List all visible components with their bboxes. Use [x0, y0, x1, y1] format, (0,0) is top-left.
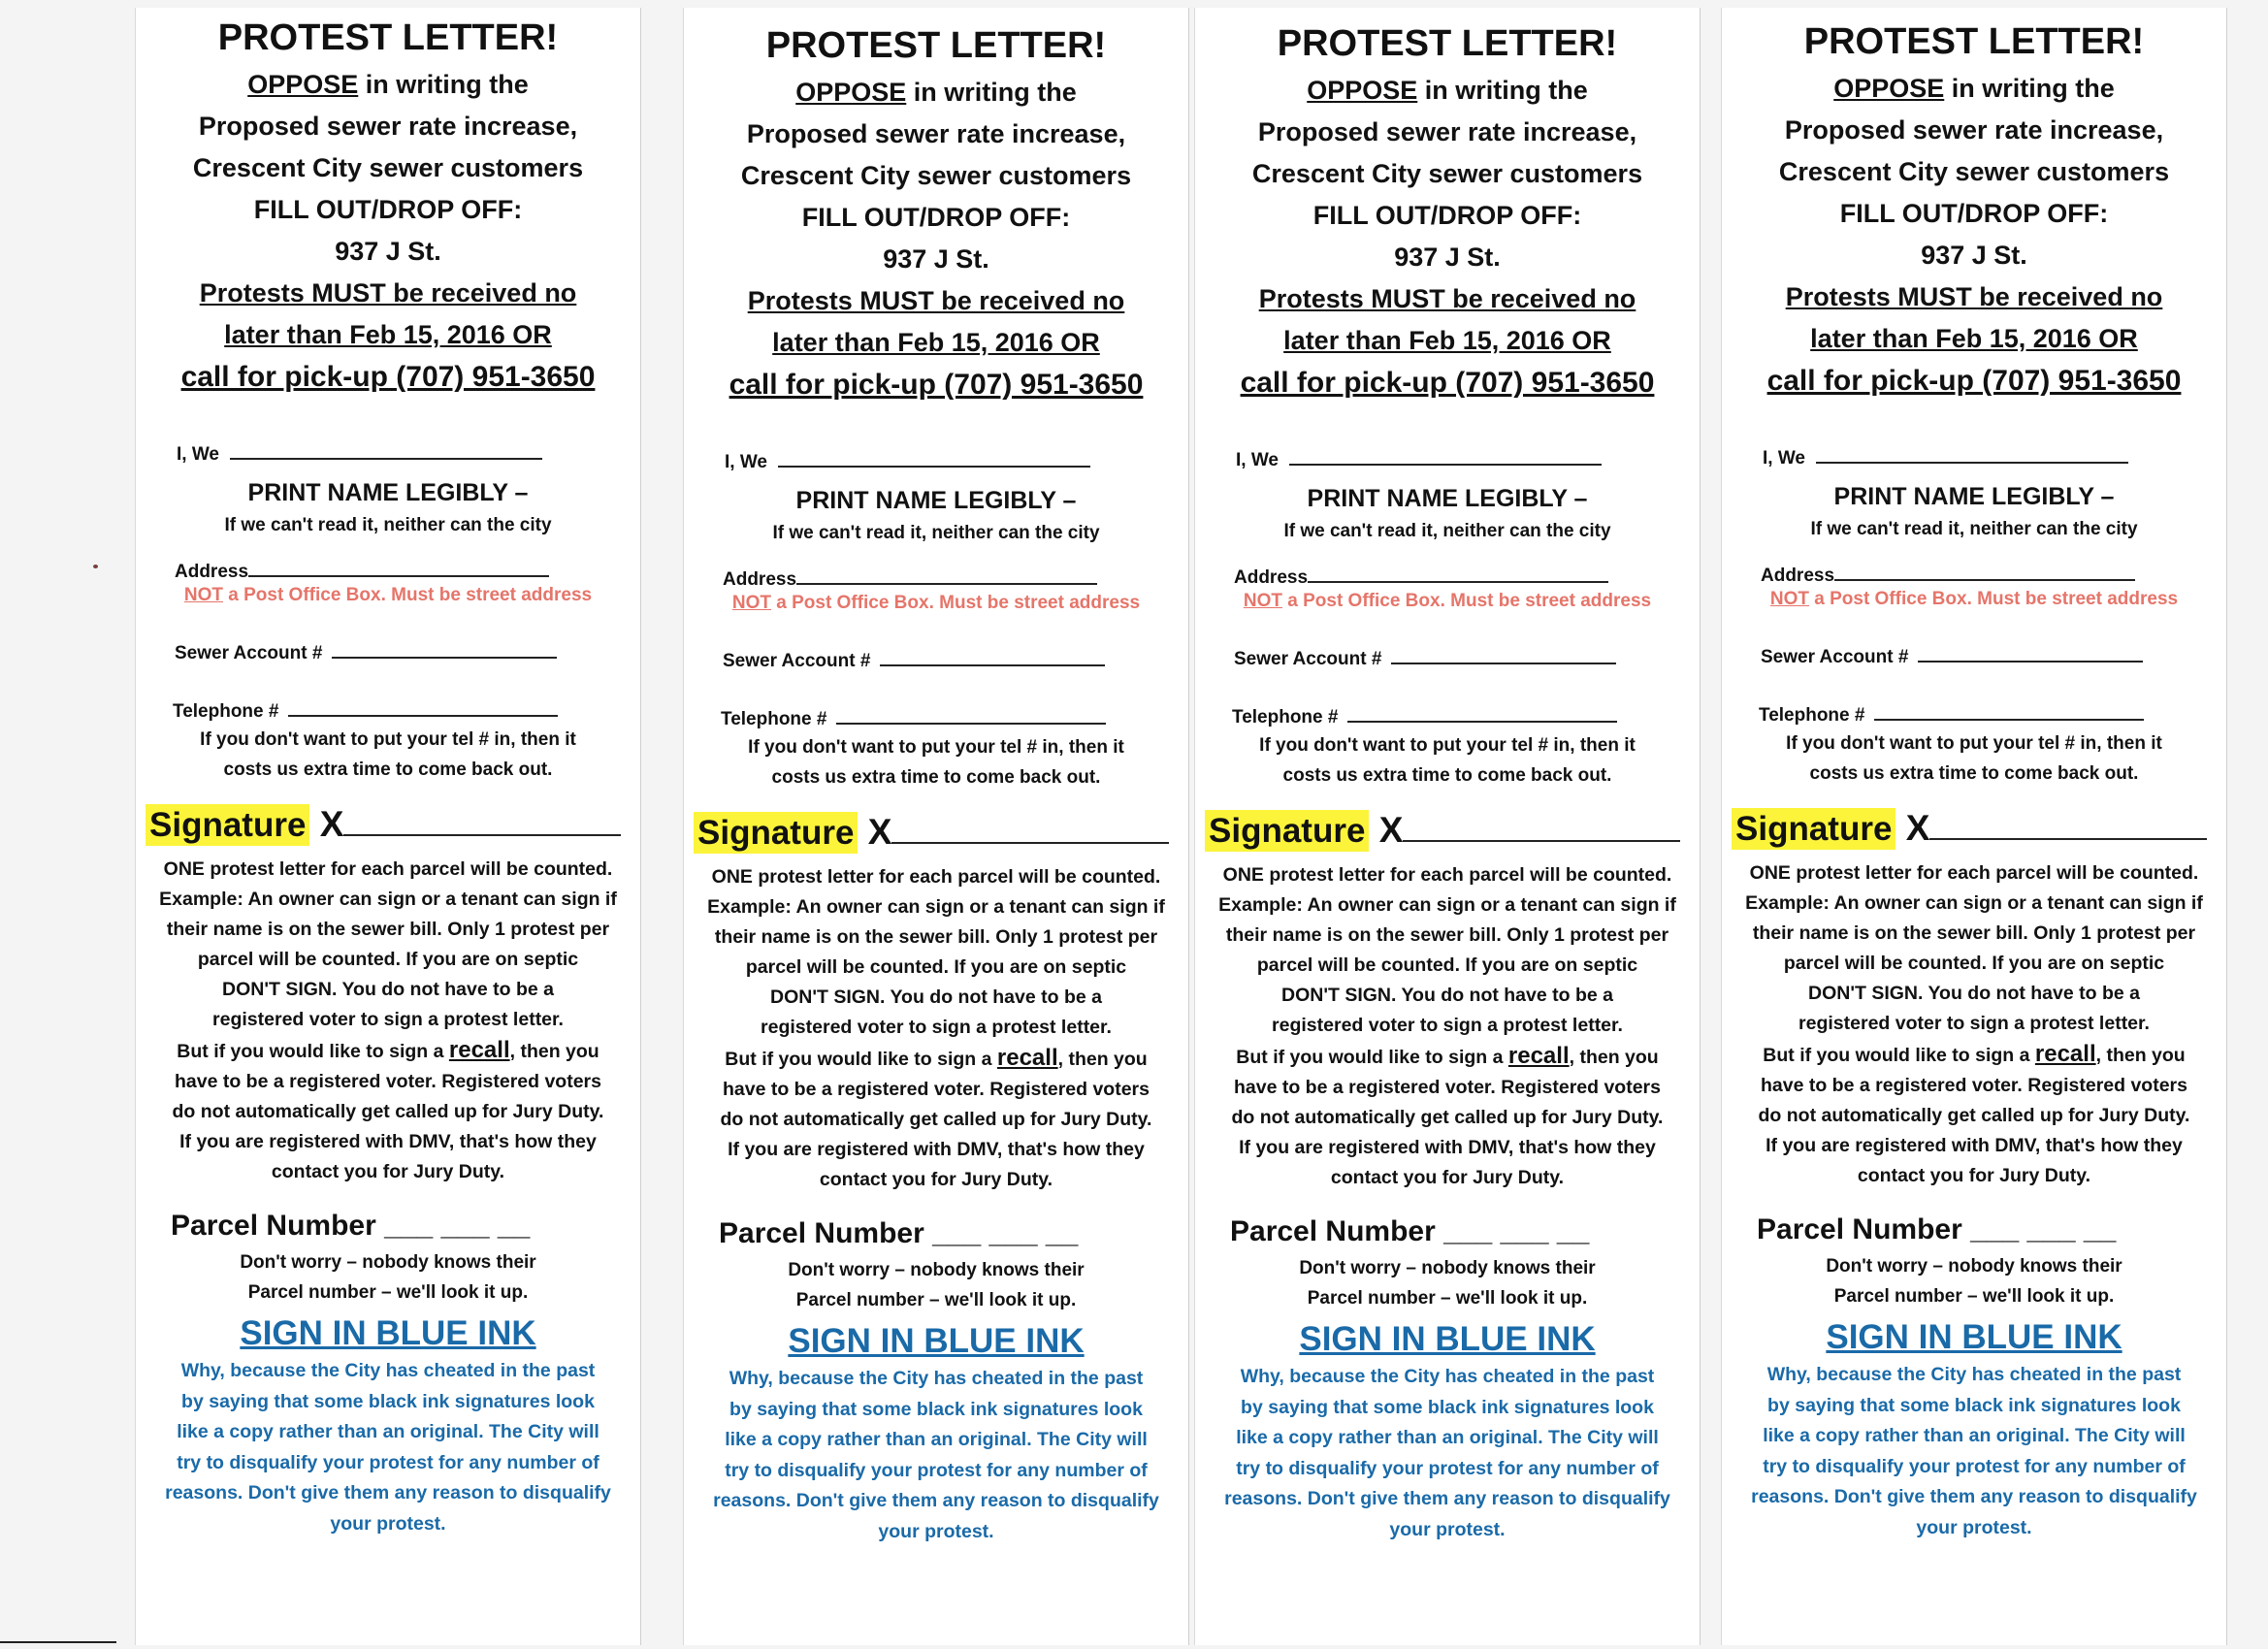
- signature-field: [1732, 808, 2217, 858]
- parcel-note-1: Don't worry – nobody knows their: [240, 1252, 536, 1273]
- name-blank[interactable]: [1816, 444, 2128, 464]
- rules-line: Example: An owner can sign or a tenant can sign if: [1218, 894, 1676, 916]
- voter-line: If you are registered with DMV, that's how they: [1239, 1137, 1656, 1158]
- voter-line: do not automatically get called up for Jury Duty.: [1231, 1107, 1664, 1128]
- why-line: your protest.: [878, 1520, 994, 1542]
- voter-line: contact you for Jury Duty.: [819, 1169, 1053, 1190]
- address-note-text: a Post Office Box. Must be street address: [222, 585, 593, 605]
- recall-line: [1732, 1039, 2217, 1071]
- rules-line: Example: An owner can sign or a tenant can sign if: [1745, 892, 2203, 914]
- rules-line: their name is on the sewer bill. Only 1 protest per: [1225, 924, 1669, 946]
- telephone-note-1: If you don't want to put your tel # in, then it: [1259, 735, 1636, 756]
- telephone-blank[interactable]: [836, 705, 1106, 725]
- flyer-content: [1205, 21, 1690, 1545]
- recall-pre: But if you would like to sign a: [1763, 1045, 2035, 1066]
- why-line: Why, because the City has cheated in the past: [729, 1368, 1144, 1389]
- address-blank[interactable]: [1834, 562, 2135, 581]
- parcel-note-2: Parcel number – we'll look it up.: [1833, 1286, 2115, 1307]
- telephone-label: Telephone #: [1232, 707, 1339, 728]
- name-label: I, We: [177, 444, 219, 465]
- parcel-note-1: Don't worry – nobody knows their: [788, 1260, 1085, 1280]
- voter-line: contact you for Jury Duty.: [271, 1161, 505, 1182]
- sewer-account-label: Sewer Account #: [1234, 649, 1382, 669]
- sign-in-blue-ink-heading: SIGN IN BLUE INK: [240, 1314, 536, 1352]
- rules-line: DON'T SIGN. You do not have to be a: [1808, 983, 2140, 1004]
- rules-text: [1732, 858, 2217, 1191]
- dropoff-line: FILL OUT/DROP OFF:: [1839, 199, 2109, 228]
- audience-line: Crescent City sewer customers: [192, 153, 584, 182]
- address-field: [1234, 564, 1690, 591]
- voter-line: If you are registered with DMV, that's how they: [1766, 1135, 2183, 1156]
- why-line: reasons. Don't give them any reason to disqualify: [1751, 1486, 2197, 1507]
- name-label: I, We: [1236, 450, 1279, 470]
- address-label: Address: [175, 562, 249, 582]
- signature-label: Signature: [146, 804, 309, 846]
- name-blank[interactable]: [778, 448, 1090, 468]
- sign-in-blue-ink-heading: SIGN IN BLUE INK: [1299, 1320, 1596, 1358]
- address-note: [146, 585, 631, 606]
- why-line: try to disqualify your protest for any number of: [1763, 1455, 2186, 1477]
- oppose-word: OPPOSE: [247, 70, 359, 99]
- signature-x: X: [867, 812, 892, 852]
- recall-line: [1205, 1041, 1690, 1073]
- print-name-note: If we can't read it, neither can the city: [772, 523, 1100, 543]
- rules-line: parcel will be counted. If you are on septic: [1783, 953, 2165, 974]
- rules-line: DON'T SIGN. You do not have to be a: [770, 986, 1102, 1008]
- parcel-note-2: Parcel number – we'll look it up.: [795, 1290, 1077, 1310]
- telephone-field: [1232, 703, 1690, 730]
- voter-line: If you are registered with DMV, that's how they: [728, 1139, 1145, 1160]
- address-blank[interactable]: [1308, 564, 1608, 583]
- flyer-title: PROTEST LETTER!: [217, 17, 559, 58]
- signature-label: Signature: [694, 812, 858, 854]
- address-note-text: a Post Office Box. Must be street address: [1281, 591, 1652, 611]
- protest-letter-flyer: [1722, 8, 2226, 1645]
- rules-text: [1205, 860, 1690, 1193]
- address-field: [723, 566, 1179, 593]
- proposal-line: Proposed sewer rate increase,: [1784, 115, 2164, 145]
- why-line: by saying that some black ink signatures look: [1241, 1396, 1654, 1418]
- audience-line: Crescent City sewer customers: [1251, 159, 1643, 188]
- sewer-account-blank[interactable]: [1391, 645, 1616, 664]
- rules-line: registered voter to sign a protest letter.: [212, 1009, 564, 1030]
- oppose-rest: in writing the: [1944, 74, 2115, 103]
- why-line: by saying that some black ink signatures look: [181, 1390, 595, 1412]
- signature-label: Signature: [1205, 810, 1369, 852]
- why-line: reasons. Don't give them any reason to disqualify: [1224, 1488, 1670, 1509]
- rules-line: Example: An owner can sign or a tenant can sign if: [159, 889, 617, 910]
- telephone-note-2: costs us extra time to come back out.: [1282, 765, 1612, 786]
- why-line: your protest.: [330, 1512, 446, 1535]
- telephone-field: [173, 697, 631, 725]
- signature-field: [694, 812, 1179, 862]
- name-blank[interactable]: [230, 440, 542, 460]
- flyer-title: PROTEST LETTER!: [765, 25, 1107, 66]
- print-name-instruction: PRINT NAME LEGIBLY –: [795, 487, 1077, 514]
- name-field: [725, 448, 1179, 475]
- dropoff-line: FILL OUT/DROP OFF:: [253, 195, 523, 224]
- sewer-account-blank[interactable]: [1918, 643, 2143, 663]
- rules-line: Example: An owner can sign or a tenant can sign if: [707, 896, 1165, 918]
- telephone-label: Telephone #: [721, 709, 827, 729]
- parcel-number-field: [1230, 1211, 1690, 1253]
- address-note: [1732, 589, 2217, 610]
- protest-letter-flyer: [1195, 8, 1700, 1645]
- scan-speck: [93, 565, 98, 568]
- not-word: NOT: [1769, 589, 1809, 609]
- oppose-line: [1205, 70, 1690, 112]
- audience-line: Crescent City sewer customers: [740, 161, 1132, 190]
- address-label: Address: [1761, 566, 1835, 586]
- flyer-title: PROTEST LETTER!: [1803, 21, 2145, 62]
- address-field: [175, 558, 631, 585]
- recall-pre: But if you would like to sign a: [725, 1049, 997, 1070]
- why-line: like a copy rather than an original. The City will: [725, 1429, 1148, 1450]
- why-line: by saying that some black ink signatures look: [729, 1398, 1143, 1420]
- rules-line: parcel will be counted. If you are on septic: [1256, 954, 1638, 976]
- print-name-instruction: PRINT NAME LEGIBLY –: [1307, 485, 1588, 512]
- parcel-note-2: Parcel number – we'll look it up.: [1307, 1288, 1588, 1309]
- telephone-note-2: costs us extra time to come back out.: [223, 760, 553, 780]
- voter-line: have to be a registered voter. Registered voters: [174, 1071, 601, 1092]
- print-name-instruction: PRINT NAME LEGIBLY –: [247, 479, 529, 506]
- voter-line: contact you for Jury Duty.: [1330, 1167, 1565, 1188]
- recall-post: , then you: [509, 1041, 599, 1062]
- why-blue-ink-text: [146, 1356, 631, 1539]
- rules-line: their name is on the sewer bill. Only 1 protest per: [1752, 922, 2196, 944]
- telephone-blank[interactable]: [1874, 701, 2144, 721]
- parcel-note-2: Parcel number – we'll look it up.: [247, 1282, 529, 1303]
- why-line: by saying that some black ink signatures look: [1767, 1394, 2181, 1416]
- oppose-rest: in writing the: [1417, 76, 1588, 105]
- signature-field: [1205, 810, 1690, 860]
- deadline-line-2: later than Feb 15, 2016 OR: [772, 328, 1100, 357]
- telephone-note-2: costs us extra time to come back out.: [771, 767, 1101, 788]
- address-note: [694, 593, 1179, 614]
- oppose-word: OPPOSE: [1833, 74, 1945, 103]
- voter-line: contact you for Jury Duty.: [1857, 1165, 2091, 1186]
- street-address: 937 J St.: [883, 244, 989, 274]
- parcel-number-field: [1757, 1209, 2217, 1251]
- recall-post: , then you: [2095, 1045, 2186, 1066]
- sewer-account-blank[interactable]: [332, 639, 557, 659]
- deadline-line-1: Protests MUST be received no: [1258, 284, 1636, 313]
- rules-text: [146, 855, 631, 1187]
- why-line: like a copy rather than an original. The City will: [177, 1421, 599, 1442]
- why-blue-ink-text: [694, 1364, 1179, 1547]
- address-field: [1761, 562, 2217, 589]
- pickup-phone-line: call for pick-up (707) 951-3650: [729, 369, 1144, 401]
- voter-line: have to be a registered voter. Registered voters: [1760, 1075, 2187, 1096]
- parcel-number-label: Parcel Number: [1230, 1215, 1436, 1247]
- print-name-note: If we can't read it, neither can the city: [224, 515, 552, 535]
- recall-pre: But if you would like to sign a: [1236, 1047, 1508, 1068]
- sewer-account-field: [723, 647, 1179, 674]
- why-line: try to disqualify your protest for any number of: [177, 1451, 599, 1473]
- pickup-phone-line: call for pick-up (707) 951-3650: [180, 361, 596, 393]
- name-blank[interactable]: [1289, 446, 1602, 466]
- rules-line: ONE protest letter for each parcel will be counted.: [1222, 864, 1672, 886]
- proposal-line: Proposed sewer rate increase,: [1257, 117, 1637, 146]
- deadline-line-1: Protests MUST be received no: [1785, 282, 2163, 311]
- why-line: like a copy rather than an original. The City will: [1763, 1425, 2186, 1446]
- why-blue-ink-text: [1732, 1360, 2217, 1543]
- why-line: your protest.: [1389, 1518, 1506, 1540]
- name-field: [1763, 444, 2217, 471]
- rules-text: [694, 862, 1179, 1195]
- signature-blank[interactable]: [891, 813, 1169, 844]
- address-label: Address: [1234, 567, 1309, 588]
- parcel-note-1: Don't worry – nobody knows their: [1826, 1256, 2122, 1277]
- recall-post: , then you: [1057, 1049, 1148, 1070]
- name-field: [1236, 446, 1690, 473]
- voter-line: have to be a registered voter. Registered voters: [722, 1079, 1150, 1100]
- oppose-line: [694, 72, 1179, 113]
- deadline-line-2: later than Feb 15, 2016 OR: [224, 320, 552, 349]
- rules-line: ONE protest letter for each parcel will be counted.: [163, 858, 613, 880]
- recall-pre: But if you would like to sign a: [177, 1041, 449, 1062]
- recall-word: recall: [996, 1045, 1058, 1071]
- signature-blank[interactable]: [343, 805, 621, 836]
- parcel-number-blanks[interactable]: ___ ___ __: [932, 1217, 1079, 1249]
- oppose-word: OPPOSE: [795, 78, 907, 107]
- rules-line: ONE protest letter for each parcel will be counted.: [1749, 862, 2199, 884]
- not-word: NOT: [731, 593, 771, 613]
- voter-line: If you are registered with DMV, that's how they: [179, 1131, 597, 1152]
- telephone-blank[interactable]: [288, 697, 558, 717]
- proposal-line: Proposed sewer rate increase,: [746, 119, 1126, 148]
- sewer-account-label: Sewer Account #: [1761, 647, 1909, 667]
- recall-word: recall: [1507, 1043, 1570, 1069]
- street-address: 937 J St.: [1394, 242, 1501, 272]
- sewer-account-field: [1761, 643, 2217, 670]
- oppose-line: [1732, 68, 2217, 110]
- address-blank[interactable]: [796, 566, 1097, 585]
- oppose-rest: in writing the: [358, 70, 529, 99]
- rules-line: ONE protest letter for each parcel will be counted.: [711, 866, 1161, 888]
- address-blank[interactable]: [248, 558, 549, 577]
- dropoff-line: FILL OUT/DROP OFF:: [1312, 201, 1582, 230]
- scan-edge-mark: [0, 1641, 116, 1643]
- signature-field: [146, 804, 631, 855]
- oppose-rest: in writing the: [906, 78, 1077, 107]
- why-line: try to disqualify your protest for any number of: [1236, 1457, 1659, 1479]
- why-line: reasons. Don't give them any reason to disqualify: [165, 1482, 611, 1504]
- address-note-text: a Post Office Box. Must be street address: [1808, 589, 2179, 609]
- telephone-note-2: costs us extra time to come back out.: [1809, 763, 2139, 784]
- parcel-number-blanks[interactable]: ___ ___ __: [1443, 1215, 1590, 1247]
- rules-line: their name is on the sewer bill. Only 1 protest per: [714, 926, 1158, 948]
- rules-line: their name is on the sewer bill. Only 1 protest per: [166, 919, 610, 940]
- not-word: NOT: [1243, 591, 1282, 611]
- telephone-blank[interactable]: [1347, 703, 1617, 723]
- address-note-text: a Post Office Box. Must be street address: [770, 593, 1141, 613]
- why-line: Why, because the City has cheated in the past: [1766, 1364, 2182, 1385]
- why-line: reasons. Don't give them any reason to disqualify: [713, 1490, 1159, 1511]
- signature-x: X: [1905, 808, 1930, 848]
- oppose-line: [146, 64, 631, 106]
- print-name-note: If we can't read it, neither can the city: [1283, 521, 1611, 541]
- street-address: 937 J St.: [1921, 241, 2027, 270]
- sign-in-blue-ink-heading: SIGN IN BLUE INK: [1826, 1318, 2122, 1356]
- dropoff-line: FILL OUT/DROP OFF:: [801, 203, 1071, 232]
- flyer-title: PROTEST LETTER!: [1277, 23, 1618, 64]
- rules-line: registered voter to sign a protest letter.: [1798, 1013, 2150, 1034]
- protest-letter-flyer: [684, 8, 1188, 1645]
- rules-line: parcel will be counted. If you are on septic: [197, 949, 579, 970]
- pickup-phone-line: call for pick-up (707) 951-3650: [1240, 367, 1655, 399]
- parcel-number-field: [719, 1212, 1179, 1255]
- sewer-account-blank[interactable]: [880, 647, 1105, 666]
- signature-blank[interactable]: [1403, 811, 1680, 842]
- telephone-field: [721, 705, 1179, 732]
- why-line: your protest.: [1916, 1516, 2032, 1538]
- why-line: like a copy rather than an original. The City will: [1236, 1427, 1659, 1448]
- parcel-number-label: Parcel Number: [719, 1217, 924, 1249]
- recall-line: [146, 1035, 631, 1067]
- deadline-line-1: Protests MUST be received no: [199, 278, 577, 307]
- print-name-instruction: PRINT NAME LEGIBLY –: [1833, 483, 2115, 510]
- rules-line: DON'T SIGN. You do not have to be a: [222, 979, 554, 1000]
- protest-letter-flyer: [136, 8, 640, 1645]
- recall-word: recall: [448, 1037, 510, 1063]
- name-label: I, We: [725, 452, 767, 472]
- recall-word: recall: [2034, 1041, 2096, 1067]
- sign-in-blue-ink-heading: SIGN IN BLUE INK: [788, 1322, 1085, 1360]
- parcel-number-blanks[interactable]: ___ ___ __: [384, 1210, 531, 1242]
- why-line: try to disqualify your protest for any number of: [725, 1459, 1148, 1481]
- name-field: [177, 440, 631, 468]
- telephone-field: [1759, 701, 2217, 728]
- parcel-number-label: Parcel Number: [1757, 1213, 1962, 1245]
- pickup-phone-line: call for pick-up (707) 951-3650: [1766, 365, 2182, 397]
- print-name-note: If we can't read it, neither can the city: [1810, 519, 2138, 539]
- sewer-account-label: Sewer Account #: [175, 643, 323, 663]
- why-line: Why, because the City has cheated in the past: [1240, 1366, 1655, 1387]
- rules-line: DON'T SIGN. You do not have to be a: [1281, 985, 1613, 1006]
- voter-line: do not automatically get called up for Jury Duty.: [172, 1101, 604, 1122]
- deadline-line-2: later than Feb 15, 2016 OR: [1283, 326, 1611, 355]
- recall-post: , then you: [1569, 1047, 1659, 1068]
- name-label: I, We: [1763, 448, 1805, 469]
- flyer-content: [146, 16, 631, 1539]
- signature-x: X: [1378, 810, 1404, 850]
- telephone-label: Telephone #: [1759, 705, 1865, 726]
- telephone-note-1: If you don't want to put your tel # in, then it: [200, 729, 576, 750]
- voter-line: have to be a registered voter. Registered voters: [1233, 1077, 1661, 1098]
- rules-line: parcel will be counted. If you are on septic: [745, 956, 1127, 978]
- deadline-line-1: Protests MUST be received no: [747, 286, 1125, 315]
- why-blue-ink-text: [1205, 1362, 1690, 1545]
- telephone-note-1: If you don't want to put your tel # in, then it: [1786, 733, 2162, 754]
- sewer-account-field: [1234, 645, 1690, 672]
- flyer-content: [1732, 19, 2217, 1543]
- signature-label: Signature: [1732, 808, 1895, 850]
- flyer-content: [694, 23, 1179, 1547]
- telephone-label: Telephone #: [173, 701, 279, 722]
- oppose-word: OPPOSE: [1307, 76, 1418, 105]
- proposal-line: Proposed sewer rate increase,: [198, 112, 578, 141]
- street-address: 937 J St.: [335, 237, 441, 266]
- sewer-account-label: Sewer Account #: [723, 651, 871, 671]
- sewer-account-field: [175, 639, 631, 666]
- voter-line: do not automatically get called up for Jury Duty.: [1758, 1105, 2190, 1126]
- recall-line: [694, 1043, 1179, 1075]
- audience-line: Crescent City sewer customers: [1778, 157, 2170, 186]
- signature-x: X: [319, 804, 344, 844]
- deadline-line-2: later than Feb 15, 2016 OR: [1810, 324, 2138, 353]
- signature-blank[interactable]: [1929, 809, 2207, 840]
- parcel-number-blanks[interactable]: ___ ___ __: [1970, 1213, 2117, 1245]
- parcel-number-label: Parcel Number: [171, 1210, 376, 1242]
- rules-line: registered voter to sign a protest letter.: [761, 1017, 1112, 1038]
- telephone-note-1: If you don't want to put your tel # in, then it: [748, 737, 1124, 758]
- not-word: NOT: [183, 585, 223, 605]
- rules-line: registered voter to sign a protest letter.: [1272, 1015, 1623, 1036]
- parcel-number-field: [171, 1205, 631, 1247]
- why-line: Why, because the City has cheated in the past: [180, 1360, 596, 1381]
- voter-line: do not automatically get called up for Jury Duty.: [720, 1109, 1152, 1130]
- address-note: [1205, 591, 1690, 612]
- address-label: Address: [723, 569, 797, 590]
- parcel-note-1: Don't worry – nobody knows their: [1299, 1258, 1596, 1278]
